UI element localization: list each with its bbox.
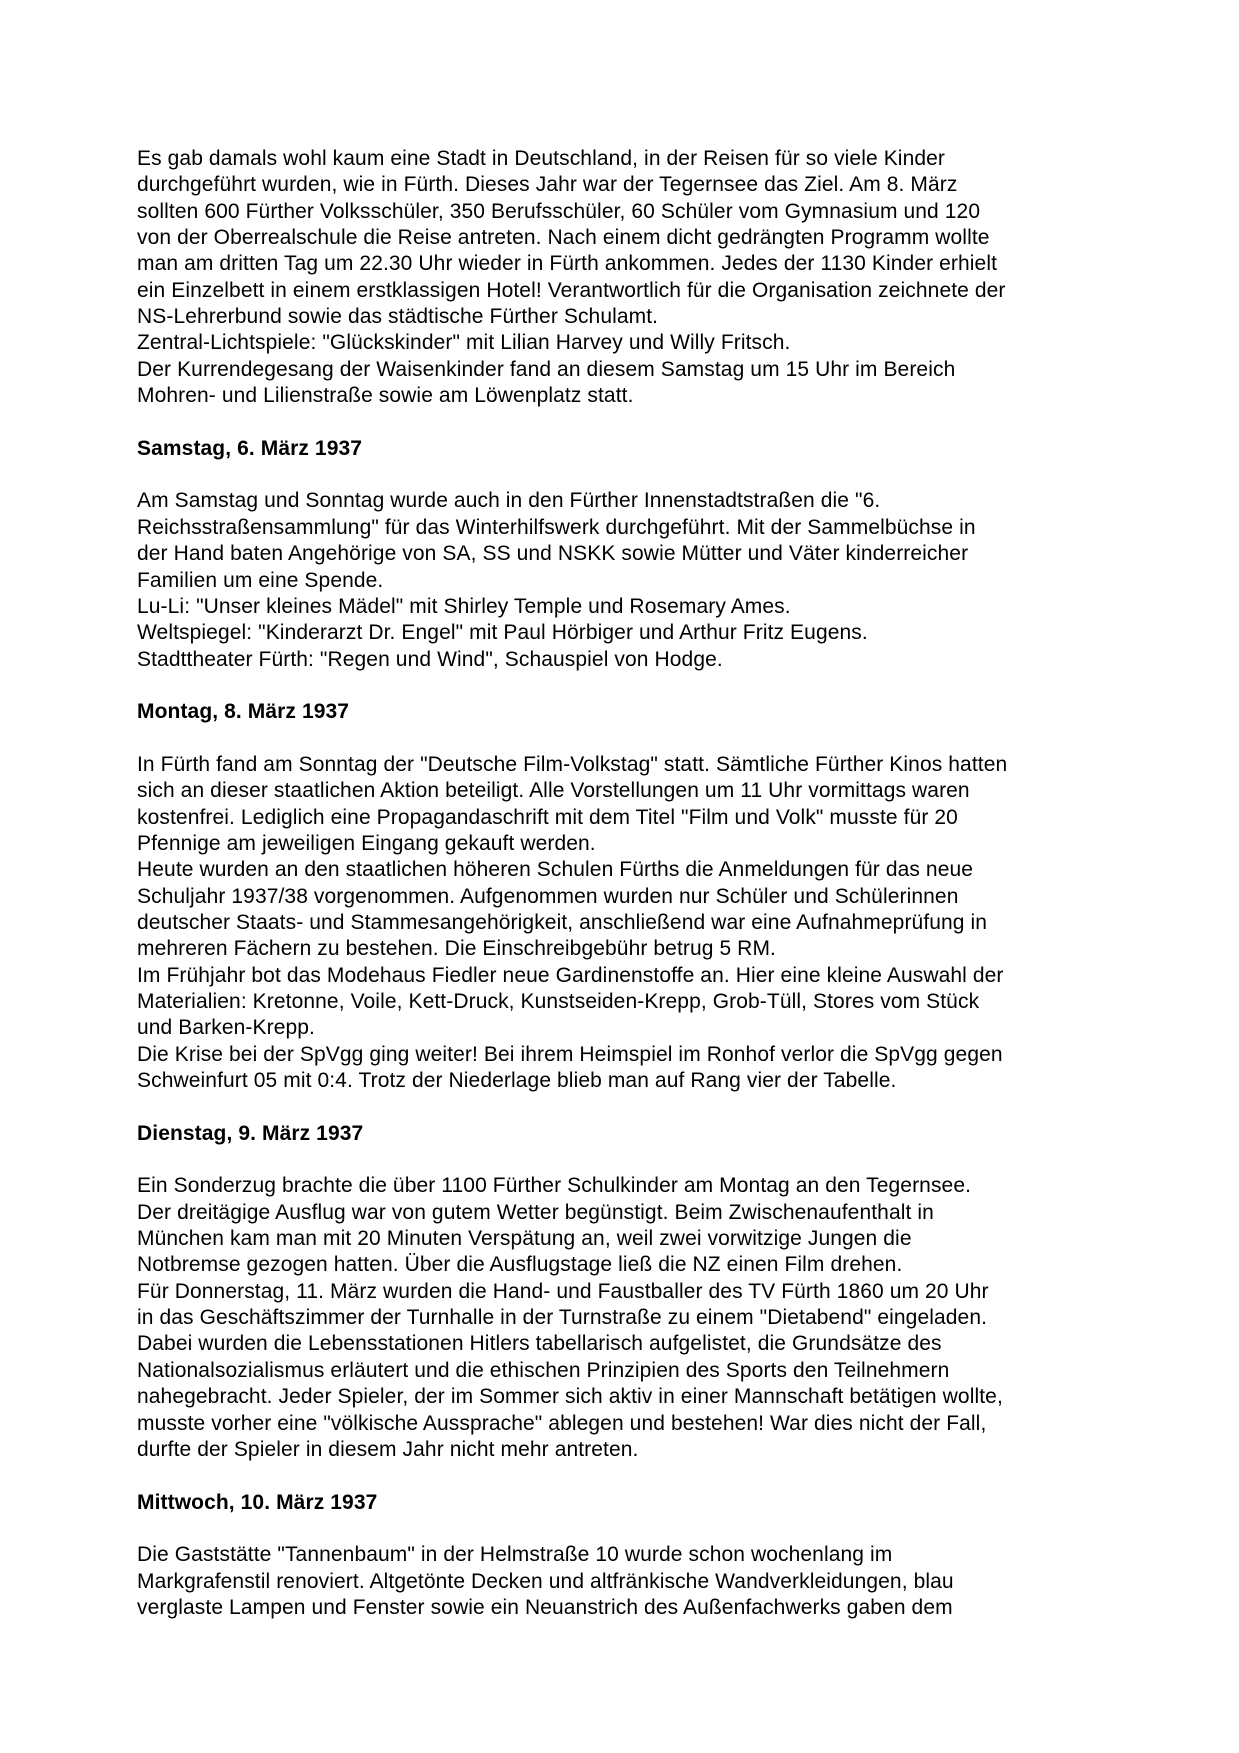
text-line: Der dreitägige Ausflug war von gutem Wetter begünstigt. Beim Zwischenaufenthalt in — [137, 1200, 934, 1224]
section-heading-mittwoch-10-maerz-1937: Mittwoch, 10. März 1937 — [137, 1490, 378, 1514]
paragraph-montag-8-maerz-1937 — [137, 752, 1179, 1094]
text-line: sich an dieser staatlichen Aktion beteiligt. Alle Vorstellungen um 11 Uhr vormittags waren — [137, 779, 970, 803]
text-line: sollten 600 Fürther Volksschüler, 350 Berufsschüler, 60 Schüler vom Gymnasium und 120 — [137, 199, 981, 223]
text-line: Schuljahr 1937/38 vorgenommen. Aufgenommen wurden nur Schüler und Schülerinnen — [137, 884, 959, 908]
text-line: Weltspiegel: "Kinderarzt Dr. Engel" mit Paul Hörbiger und Arthur Fritz Eugens. — [137, 621, 868, 645]
text-line: durfte der Spieler in diesem Jahr nicht mehr antreten. — [137, 1437, 639, 1461]
text-line: nahegebracht. Jeder Spieler, der im Sommer sich aktiv in einer Mannschaft betätigen wollte, — [137, 1385, 1003, 1409]
text-line: Lu-Li: "Unser kleines Mädel" mit Shirley Temple und Rosemary Ames. — [137, 594, 791, 618]
text-line: kostenfrei. Lediglich eine Propagandaschrift mit dem Titel "Film und Volk" musste für 20 — [137, 805, 958, 829]
text-line: Dabei wurden die Lebensstationen Hitlers tabellarisch aufgelistet, die Grundsätze des — [137, 1332, 942, 1356]
text-line: München kam man mit 20 Minuten Verspätung an, weil zwei vorwitzige Jungen die — [137, 1227, 912, 1251]
text-line: musste vorher eine "völkische Aussprache" ablegen und bestehen! War dies nicht der Fall, — [137, 1411, 987, 1435]
text-line: ein Einzelbett in einem erstklassigen Hotel! Verantwortlich für die Organisation zeichnete der — [137, 278, 1006, 302]
text-line: in das Geschäftszimmer der Turnhalle in der Turnstraße zu einem "Dietabend" eingeladen. — [137, 1306, 988, 1330]
text-line: Ein Sonderzug brachte die über 1100 Fürther Schulkinder am Montag an den Tegernsee. — [137, 1174, 972, 1198]
section-heading-montag-8-maerz-1937: Montag, 8. März 1937 — [137, 700, 350, 724]
text-line: NS-Lehrerbund sowie das städtische Fürther Schulamt. — [137, 305, 659, 329]
text-line: verglaste Lampen und Fenster sowie ein Neuanstrich des Außenfachwerks gaben dem — [137, 1595, 953, 1619]
text-line: In Fürth fand am Sonntag der "Deutsche Film-Volkstag" statt. Sämtliche Fürther Kinos hatten — [137, 752, 1008, 776]
text-line: Markgrafenstil renoviert. Altgetönte Decken und altfränkische Wandverkleidungen, blau — [137, 1569, 954, 1593]
text-line: durchgeführt wurden, wie in Fürth. Dieses Jahr war der Tegernsee das Ziel. Am 8. März — [137, 173, 958, 197]
paragraph-dienstag-9-maerz-1937 — [137, 1173, 1179, 1463]
text-line: Materialien: Kretonne, Voile, Kett-Druck, Kunstseiden-Krepp, Grob-Tüll, Stores vom Stück — [137, 990, 980, 1013]
text-line: Heute wurden an den staatlichen höheren Schulen Fürths die Anmeldungen für das neue — [137, 858, 974, 882]
section-heading-dienstag-9-maerz-1937: Dienstag, 9. März 1937 — [137, 1121, 364, 1145]
paragraph-mittwoch-10-maerz-1937 — [137, 1542, 1179, 1621]
text-line: Pfennige am jeweiligen Eingang gekauft werden. — [137, 831, 596, 855]
text-line: deutscher Staats- und Stammesangehörigkeit, anschließend war eine Aufnahmeprüfung in — [137, 910, 988, 934]
text-line: der Hand baten Angehörige von SA, SS und NSKK sowie Mütter und Väter kinderreicher — [137, 542, 969, 566]
text-line: Reichsstraßensammlung" für das Winterhilfswerk durchgeführt. Mit der Sammelbüchse in — [137, 515, 976, 539]
text-line: Notbremse gezogen hatten. Über die Ausflugstage ließ die NZ einen Film drehen. — [137, 1253, 903, 1277]
text-line: Am Samstag und Sonntag wurde auch in den Fürther Innenstadtstraßen die "6. — [137, 489, 881, 513]
section-heading-samstag-6-maerz-1937: Samstag, 6. März 1937 — [137, 436, 363, 460]
text-line: Es gab damals wohl kaum eine Stadt in Deutschland, in der Reisen für so viele Kinder — [137, 147, 945, 170]
text-line: Zentral-Lichtspiele: "Glückskinder" mit Lilian Harvey und Willy Fritsch. — [137, 331, 791, 355]
paragraph-intro — [137, 146, 1179, 409]
text-line: Die Krise bei der SpVgg ging weiter! Bei ihrem Heimspiel im Ronhof verlor die SpVgg gegen — [137, 1042, 1003, 1066]
paragraph-samstag-6-maerz-1937 — [137, 488, 1179, 672]
text-line: Der Kurrendegesang der Waisenkinder fand an diesem Samstag um 15 Uhr im Bereich — [137, 357, 956, 381]
text-line: Für Donnerstag, 11. März wurden die Hand- und Faustballer des TV Fürth 1860 um 20 Uhr — [137, 1279, 989, 1303]
text-line: Familien um eine Spende. — [137, 568, 384, 592]
text-line: von der Oberrealschule die Reise antreten. Nach einem dicht gedrängten Programm wollte — [137, 226, 990, 250]
text-line: mehreren Fächern zu bestehen. Die Einschreibgebühr betrug 5 RM. — [137, 937, 776, 961]
text-line: Mohren- und Lilienstraße sowie am Löwenplatz statt. — [137, 384, 634, 408]
text-line: Stadttheater Fürth: "Regen und Wind", Schauspiel von Hodge. — [137, 647, 723, 671]
text-line: Im Frühjahr bot das Modehaus Fiedler neue Gardinenstoffe an. Hier eine kleine Auswahl der — [137, 963, 1004, 987]
text-line: und Barken-Krepp. — [137, 1016, 315, 1040]
text-line: Nationalsozialismus erläutert und die ethischen Prinzipien des Sports den Teilnehmern — [137, 1358, 950, 1382]
text-line: Die Gaststätte "Tannenbaum" in der Helmstraße 10 wurde schon wochenlang im — [137, 1543, 893, 1567]
text-line: man am dritten Tag um 22.30 Uhr wieder in Fürth ankommen. Jedes der 1130 Kinder erhielt — [137, 252, 998, 276]
text-line: Schweinfurt 05 mit 0:4. Trotz der Niederlage blieb man auf Rang vier der Tabelle. — [137, 1069, 897, 1093]
